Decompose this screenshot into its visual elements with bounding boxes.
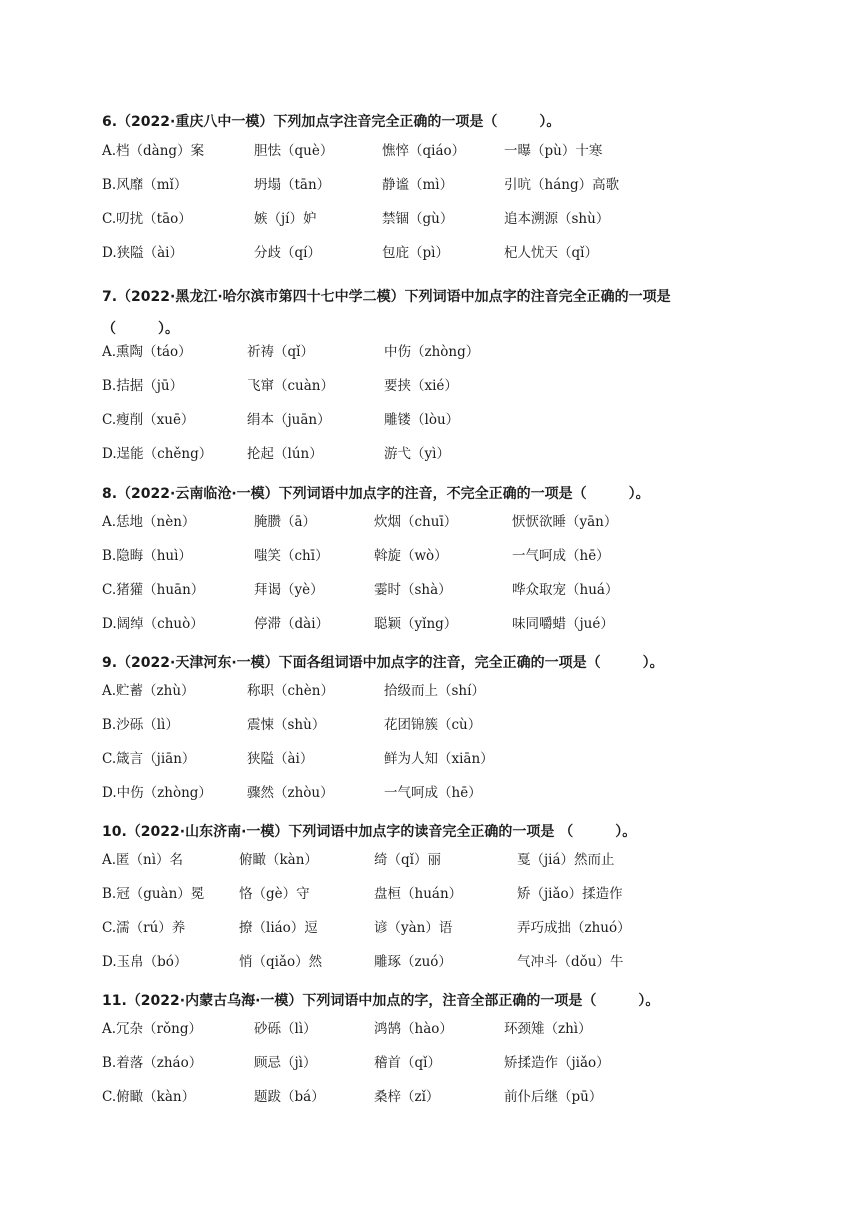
option-word: 坍塌（tān） <box>254 177 331 193</box>
option-word: 骤然（zhòu） <box>247 785 334 801</box>
option-word: B.冠（guàn）冕 <box>102 886 205 902</box>
option-word: 一气呵成（hē） <box>512 548 610 564</box>
question-8 <box>102 483 820 632</box>
option-c <box>102 1086 822 1110</box>
option-word: 引吭（háng）高歌 <box>504 177 620 193</box>
option-c <box>102 748 822 772</box>
option-word: 追本溯源（shù） <box>504 211 610 227</box>
option-word: 静谧（mì） <box>382 177 454 193</box>
option-word: B.风靡（mǐ） <box>102 177 188 193</box>
option-b <box>102 883 822 907</box>
option-b <box>102 714 822 738</box>
option-word: 停滞（dài） <box>254 616 330 632</box>
option-word: 雕镂（lòu） <box>384 412 460 428</box>
option-word: 抡起（lún） <box>247 446 323 462</box>
option-word: 矫（jiǎo）揉造作 <box>517 886 623 902</box>
option-word: 嗤笑（chī） <box>254 548 329 564</box>
option-word: 斡旋（wò） <box>374 548 448 564</box>
option-word: 霎时（shà） <box>374 582 452 598</box>
option-word: 包庇（pì） <box>382 245 449 261</box>
option-word: 桑梓（zǐ） <box>374 1089 440 1105</box>
option-b <box>102 1052 822 1076</box>
question-title: 9.（2022·天津河东·一模）下面各组词语中加点字的注音，完全正确的一项是（ ）。 <box>102 655 664 671</box>
option-word: D.中伤（zhòng） <box>102 785 212 801</box>
option-word: 鲜为人知（xiān） <box>384 751 494 767</box>
option-word: 游弋（yì） <box>384 446 450 462</box>
option-d <box>102 613 822 637</box>
option-word: B.隐晦（huì） <box>102 548 192 564</box>
option-word: 味同嚼蜡（jué） <box>512 616 614 632</box>
option-word: D.阔绰（chuò） <box>102 616 204 632</box>
option-word: 聪颖（yǐng） <box>374 616 458 632</box>
question-title: 10.（2022·山东济南·一模）下列词语中加点字的读音完全正确的一项是 （ ）。 <box>102 824 637 840</box>
option-word: A.恁地（nèn） <box>102 514 196 530</box>
option-word: B.拮据（jū） <box>102 378 184 394</box>
option-word: 前仆后继（pū） <box>504 1089 603 1105</box>
option-d <box>102 951 822 975</box>
option-a <box>102 140 822 164</box>
option-word: C.叨扰（tāo） <box>102 211 192 227</box>
option-word: 嫉（jí）妒 <box>254 211 317 227</box>
option-word: 禁锢（gù） <box>382 211 454 227</box>
option-word: 戛（jiá）然而止 <box>517 852 615 868</box>
option-a <box>102 511 822 535</box>
question-title: 6.（2022·重庆八中一模）下列加点字注音完全正确的一项是（ ）。 <box>102 114 561 130</box>
option-word: 中伤（zhòng） <box>384 344 480 360</box>
question-11 <box>102 990 820 1105</box>
option-b <box>102 174 822 198</box>
option-word: 砂砾（lì） <box>254 1021 317 1037</box>
option-word: 绢本（juān） <box>247 412 331 428</box>
option-a <box>102 680 822 704</box>
option-word: 稽首（qǐ） <box>374 1055 441 1071</box>
option-word: 拜谒（yè） <box>254 582 324 598</box>
option-c <box>102 208 822 232</box>
question-title: 8.（2022·云南临沧·一模）下列词语中加点字的注音，不完全正确的一项是（ ）。 <box>102 486 650 502</box>
option-word: C.俯瞰（kàn） <box>102 1089 196 1105</box>
option-word: C.濡（rú）养 <box>102 920 186 936</box>
option-word: 撩（liáo）逗 <box>239 920 318 936</box>
option-c <box>102 579 822 603</box>
option-word: 狭隘（ài） <box>247 751 314 767</box>
option-b <box>102 375 822 399</box>
option-word: B.沙砾（lì） <box>102 717 179 733</box>
option-word: 炊烟（chuī） <box>374 514 458 530</box>
option-word: 顾忌（jì） <box>254 1055 317 1071</box>
option-word: 胆怯（què） <box>254 143 334 159</box>
option-word: D.逞能（chěng） <box>102 446 213 462</box>
option-word: 气冲斗（dǒu）牛 <box>517 954 624 970</box>
option-word: 震悚（shù） <box>247 717 326 733</box>
option-word: 花团锦簇（cù） <box>384 717 482 733</box>
question-10 <box>102 821 820 970</box>
option-word: 杞人忧天（qǐ） <box>504 245 598 261</box>
option-word: 盘桓（huán） <box>374 886 463 902</box>
option-word: C.瘦削（xuē） <box>102 412 195 428</box>
option-word: 祈祷（qǐ） <box>247 344 314 360</box>
option-word: 称职（chèn） <box>247 683 334 699</box>
question-title: 11.（2022·内蒙古乌海·一模）下列词语中加点的字，注音全部正确的一项是（ ）。 <box>102 993 660 1009</box>
option-d <box>102 443 822 467</box>
option-d <box>102 242 822 266</box>
question-6 <box>102 111 820 261</box>
option-word: C.箴言（jiān） <box>102 751 196 767</box>
option-word: A.匿（nì）名 <box>102 852 184 868</box>
option-word: A.冗杂（rǒng） <box>102 1021 202 1037</box>
option-word: A.贮蓄（zhù） <box>102 683 195 699</box>
option-word: 绮（qǐ）丽 <box>374 852 441 868</box>
option-b <box>102 545 822 569</box>
option-word: 腌臜（ā） <box>254 514 317 530</box>
option-word: 一曝（pù）十寒 <box>504 143 603 159</box>
option-word: C.猪獾（huān） <box>102 582 205 598</box>
question-7 <box>102 281 820 462</box>
option-word: D.玉帛（bó） <box>102 954 188 970</box>
option-word: 悄（qiǎo）然 <box>239 954 323 970</box>
option-word: 恹恹欲睡（yān） <box>512 514 618 530</box>
option-word: 鸿鹄（hào） <box>374 1021 453 1037</box>
option-word: 俯瞰（kàn） <box>239 852 318 868</box>
option-a <box>102 341 822 365</box>
question-title: 7.（2022·黑龙江·哈尔滨市第四十七中学二模）下列词语中加点字的注音完全正确的一项是（ ）。 <box>102 289 671 337</box>
option-word: 矫揉造作（jiǎo） <box>504 1055 610 1071</box>
option-word: 恪（gè）守 <box>239 886 310 902</box>
option-word: 环颈雉（zhì） <box>504 1021 592 1037</box>
option-word: 哗众取宠（huá） <box>512 582 619 598</box>
option-word: 一气呵成（hē） <box>384 785 482 801</box>
option-c <box>102 917 822 941</box>
option-word: 雕琢（zuó） <box>374 954 452 970</box>
option-word: 谚（yàn）语 <box>374 920 453 936</box>
option-word: A.熏陶（táo） <box>102 344 192 360</box>
option-d <box>102 782 822 806</box>
option-word: 拾级而上（shí） <box>384 683 485 699</box>
option-word: 题跋（bá） <box>254 1089 325 1105</box>
option-a <box>102 1018 822 1042</box>
option-a <box>102 849 822 873</box>
option-c <box>102 409 822 433</box>
option-word: A.档（dàng）案 <box>102 143 205 159</box>
option-word: 憔悴（qiáo） <box>382 143 466 159</box>
question-9 <box>102 652 820 801</box>
option-word: B.着落（zháo） <box>102 1055 203 1071</box>
option-word: 飞窜（cuàn） <box>247 378 334 394</box>
option-word: 分歧（qí） <box>254 245 321 261</box>
option-word: D.狭隘（ài） <box>102 245 183 261</box>
option-word: 要挟（xié） <box>384 378 458 394</box>
option-word: 弄巧成拙（zhuó） <box>517 920 631 936</box>
